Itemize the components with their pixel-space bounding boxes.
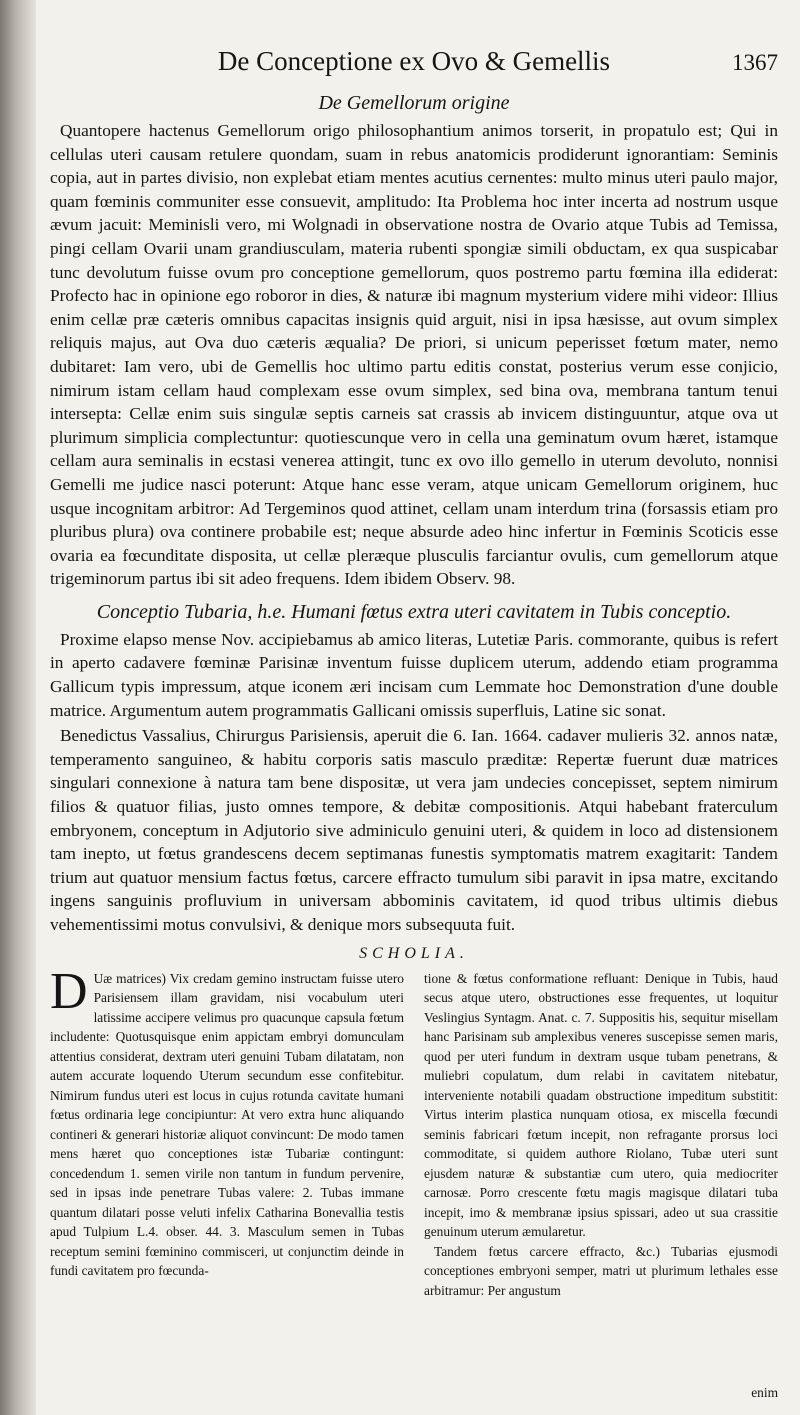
scholia-right-text: tione & fœtus conformatione refluant: Denique in Tubis, haud secus atque utero, obstructiones esse frequentes, ut loquitur Veslingius Syntagm. Anat. c. 7. Suppositis his, sequitur misellam hanc Parisinam sub amplexibus veneres suscepisse semen maris, quod per uteri fundum in dextram usque tubam penetrans, & muliebri copulatum, dum relabi in cavitatem nitebatur, interveniente notabili quadam obstructione impeditum substitit: Virtus interim plastica nunquam otiosa, ex miscella fœcundi seminis fabricari fœtum incepit, non refragante prorsus loci commoditate, si quidem authore Riolano, Tubæ uteri sunt ejusdem naturæ & substantiæ cum utero, quia mediocriter carnosæ. Porro crescente fœtu magis magisque dilatari tuba incepit, imo & membranæ ipsius spissari, adeo ut sua crassitie genuinum uterum æmularetur. bbox=[424, 970, 778, 1240]
scholia-title: SCHOLIA. bbox=[359, 944, 469, 962]
paragraph-vassalius: Benedictus Vassalius, Chirurgus Parisiensis, aperuit die 6. Ian. 1664. cadaver mulieris 32. annos natæ, temperamento sanguineo, & habitu corporis satis masculo præditæ: Repertæ fuerunt duæ matrices singulari connexione à natura tam bene dispositæ, ut vera jam undecies concepisset, septem nimirum filios & quatuor filias, justo omnes tempore, & debitæ compositionis. Atqui habebant fraterculum embryonem, conceptum in Adjutorio sive adminiculo genuini uteri, & quidem in loco ad distensionem tam inepto, ut fœtus grandescens decem septimanas funestis symptomatis matrem exagitarit: Tandem trium aut quatuor mensium factus fœtus, carcere effracto tumulum sibi paravit in ipsa matre, excitando ingens sanguinis profluvium in universam abbominis cavitatem, id quod tribus ultimis diebus vehementissimi motus convulsivi, & denique mors subsequuta fuit. bbox=[50, 726, 778, 934]
book-gutter-shadow bbox=[0, 0, 36, 1415]
running-head bbox=[50, 44, 778, 90]
scholia-columns bbox=[50, 962, 778, 1301]
scholia-right-text-2: Tandem fœtus carcere effracto, &c.) Tubarias ejusmodi conceptiones embryoni semper, matri ut plurimum lethales esse arbitramur: Per angustum bbox=[424, 1243, 778, 1298]
page-number: 1367 bbox=[732, 50, 778, 75]
paragraph-gemellorum: Quantopere hactenus Gemellorum origo philosophantium animos torserit, in propatulo est; Qui in cellulas uteri causam retulere quondam, suam in rebus anatomicis prodiderunt ignorantiam: Seminis copia, aut in partes divisio, non explebat etiam mentes acutius cernentes: multo minus uteri paulo major, quam fœminis communiter esse consuevit, amplitudo: Ita Problema hoc inter incerta ad nostrum usque ævum jacuit: Meminisli vero, mi Wolgnadi in observatione nostra de Ovario atque Tubis ad Temissa, pingi cellam Ovarii unam grandiusculam, materia rubenti spongiæ simili obductam, ex qua suspicabar tunc devolutum fuisse ovum pro conceptione gemellorum, quos postremo partu fœmina illa ediderat: Profecto hac in opinione ego roboror in dies, & naturæ ibi magnum mysterium videre mihi videor: Illius enim cellæ præ cæteris omnibus capacitas insignis quid arguit, nisi in ipsa hæsisse, aut ovum simplex reliquis majus, aut Ova duo cæteris æqualia? De priori, si unicum peperisset fœtum mater, nemo dubitaret: Iam vero, ubi de Gemellis hoc ultimo partu editis constat, posterius verum esse conjicio, nimirum istam cellam haud complexam esse ovum simplex, sed bina ova, membrana tantum tenui intersepta: Cellæ enim suis singulæ septis carneis sat crassis ab invicem distinguuntur, atque ova ut plurimum simplicia complectuntur: quotiescunque vero in cella una geminatum ovum hæret, istamque cellam aura seminalis in ecstasi venerea attingit, tunc ex ovo illo gemello in uterum devoluto, nonnisi Gemelli me judice nasci poterunt: Atque hanc esse veram, atque unicam Gemellorum originem, huc usque incognitam arbitror: Ad Tergeminos quod attinet, cellam unam interdum trina (forsassis etiam pro pluribus plura) ova continere probabile est; neque absurde adeo hinc infertur in Fœminis Scoticis esse ovaria ea fœcunditate disposita, ut cellæ pleræque plusculis farciantur ovulis, cum gemellorum atque trigeminorum partus ibi sit adeo frequens. Idem ibidem Observ. 98. bbox=[50, 121, 778, 589]
section-title-gemellorum: De Gemellorum origine bbox=[318, 92, 510, 114]
running-title: De Conceptione ex Ovo & Gemellis bbox=[217, 46, 611, 76]
catchword: enim bbox=[751, 1385, 778, 1400]
book-page bbox=[50, 44, 778, 1300]
scholia-left-column bbox=[50, 962, 404, 1281]
scholia-left-text: Uæ matrices) Vix credam gemino instructam fuisse utero Parisiensem illam gravidam, nisi vocabulum uteri latissime accipere velimus pro quacunque capsula fœtum includente: Quotusquisque enim appictam embryi domunculam attentius considerat, dextram uteri genuini Tubam dilatatam, non autem accurate loquendo Uterum secundum esse confitebitur. Nimirum fundus uteri est locus in cujus rotunda cavitate humani fœtus ordinaria lege concipiuntur: At vero extra hunc aliquando contineri & generari historiæ aliquot convincunt: De modo tamen mens hæret quo conceptiones istæ Tubariæ contingunt: concedendum 1. semen virile non tantum in fundum pervenire, sed in ipsas inde penetrare Tubas valere: 2. Tubas immane quantum dilatari posse veluti infelix Catharina Bonevallia testis apud Tulpium L.4. obser. 44. 3. Masculum semen in Tubas receptum semini fœminino commisceri, ut conjunctim deinde in fundi cavitatem pro fœcunda- bbox=[50, 970, 404, 1279]
drop-capital: D bbox=[50, 962, 88, 1020]
paragraph-letter: Proxime elapso mense Nov. accipiebamus ab amico literas, Lutetiæ Paris. commorante, quibus is refert in aperto cadavere fœminæ Parisinæ inventum fuisse duplicem uterum, addendo etiam programma Gallicum typis impressum, atque iconem æri incisam cum Lemmate hoc Demonstration d'une double matrice. Argumentum autem programmatis Gallicani omissis superfluis, Latine sic sonat. bbox=[50, 629, 778, 720]
scholia-right-column bbox=[424, 969, 778, 1301]
section-title-conceptio-tubaria: Conceptio Tubaria, h.e. Humani fœtus extra uteri cavitatem in Tubis conceptio. bbox=[96, 600, 732, 623]
